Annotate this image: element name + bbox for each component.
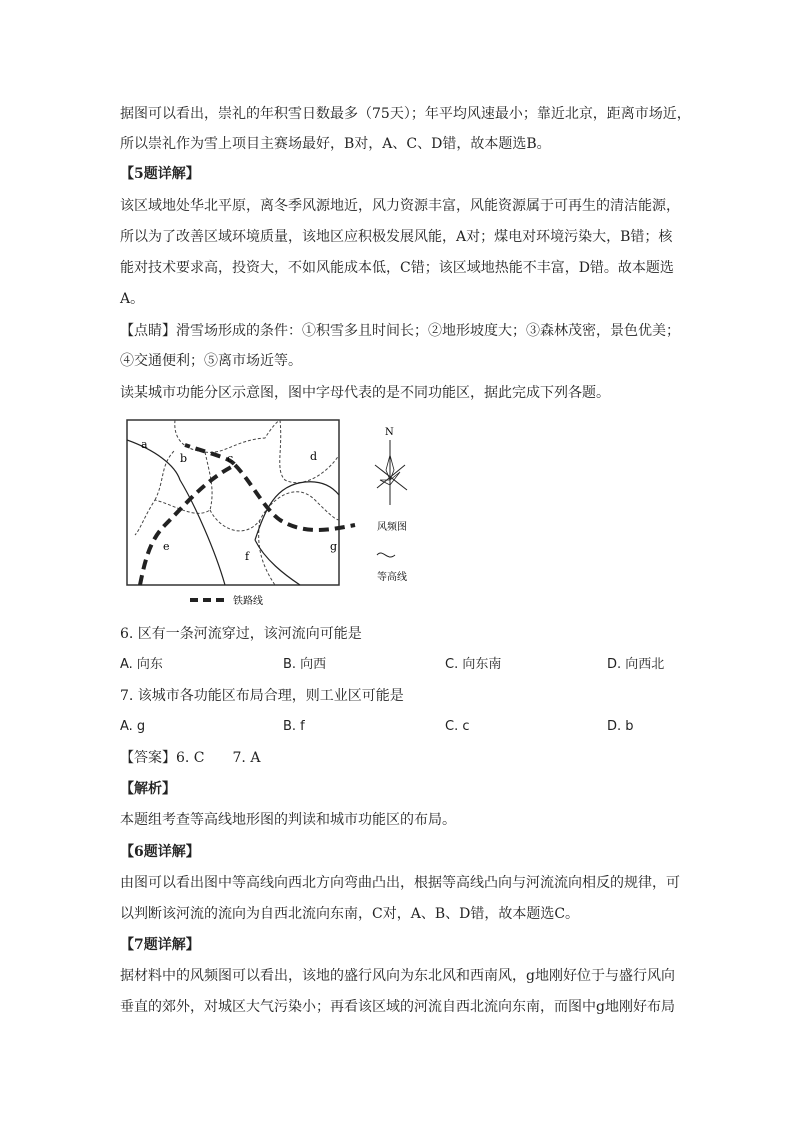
north-label: N: [385, 427, 394, 438]
map-frame: [127, 420, 339, 585]
text-dianjing-l2: ④交通便利；⑤离市场近等。: [120, 353, 302, 369]
q6-option-d[interactable]: D. 向西北: [607, 657, 665, 672]
q7-option-d[interactable]: D. b: [607, 719, 634, 734]
question-6: 6. 区有一条河流穿过，该河流向可能是: [120, 626, 362, 642]
text-p1-l1: 据图可以看出，崇礼的年积雪日数最多（75天）；年平均风速最小；靠近北京，距离市场近，: [120, 106, 691, 122]
text-p6-l2: 以判断该河流的流向为自西北流向东南，C对，A、B、D错，故本题选C。: [120, 906, 580, 922]
q6-option-b[interactable]: B. 向西: [283, 657, 327, 672]
heading-q6: 【6题详解】: [120, 844, 200, 860]
q7-option-b[interactable]: B. f: [283, 719, 305, 734]
text-p5-l4: A。: [120, 291, 145, 307]
q6-option-c[interactable]: C. 向东南: [445, 657, 502, 672]
q7-option-c[interactable]: C. c: [445, 719, 470, 734]
analysis-heading: 【解析】: [120, 781, 176, 797]
heading-q5: 【5题详解】: [120, 166, 200, 182]
zone-boundaries: [135, 420, 339, 585]
zone-label-g: g: [330, 540, 338, 553]
question-7: 7. 该城市各功能区布局合理，则工业区可能是: [120, 688, 404, 704]
city-function-map: [115, 410, 435, 610]
legend-rail-label: 铁路线: [233, 596, 263, 607]
railway-line: [140, 445, 355, 585]
text-p5-l2: 所以为了改善区域环境质量，该地区应积极发展风能，A对；煤电对环境污染大，B错；核: [120, 229, 673, 245]
zone-label-b: b: [180, 452, 188, 465]
zone-label-a: a: [141, 438, 148, 451]
heading-q7: 【7题详解】: [120, 937, 200, 953]
zone-label-c: c: [227, 452, 234, 465]
answer: 【答案】6. C 7. A: [120, 750, 261, 766]
text-p6-l1: 由图可以看出图中等高线向西北方向弯曲凸出，根据等高线凸向与河流流向相反的规律，可: [120, 875, 680, 891]
zone-label-f: f: [245, 550, 250, 563]
text-p1-l2: 所以崇礼作为雪上项目主赛场最好，B对，A、C、D错，故本题选B。: [120, 136, 551, 152]
q6-option-a[interactable]: A. 向东: [120, 657, 163, 672]
text-p7-l1: 据材料中的风频图可以看出，该地的盛行风向为东北风和西南风，g地刚好位于与盛行风向: [120, 968, 675, 984]
text-dianjing-l1: 【点睛】滑雪场形成的条件：①积雪多且时间长；②地形坡度大；③森林茂密，景色优美；: [120, 323, 680, 339]
zone-label-d: d: [310, 450, 318, 463]
text-intro: 读某城市功能分区示意图，图中字母代表的是不同功能区，据此完成下列各题。: [120, 385, 610, 401]
text-p7-l2: 垂直的郊外，对城区大气污染小；再看该区域的河流自西北流向东南，而图中g地刚好布局: [120, 999, 675, 1015]
legend-contour-icon: [377, 553, 395, 557]
text-p5-l3: 能对技术要求高，投资大，不如风能成本低，C错；该区域地热能不丰富，D错。故本题选: [120, 260, 674, 276]
analysis-text: 本题组考查等高线地形图的判读和城市功能区的布局。: [120, 812, 456, 828]
wind-rose-icon: [375, 440, 407, 505]
zone-label-e: e: [163, 540, 170, 553]
legend-contour-label: 等高线: [377, 572, 407, 583]
q7-option-a[interactable]: A. g: [120, 719, 146, 734]
legend-wind-label: 风频图: [377, 522, 407, 533]
text-p5-l1: 该区域地处华北平原，离冬季风源地近，风力资源丰富，风能资源属于可再生的清洁能源，: [120, 198, 680, 214]
